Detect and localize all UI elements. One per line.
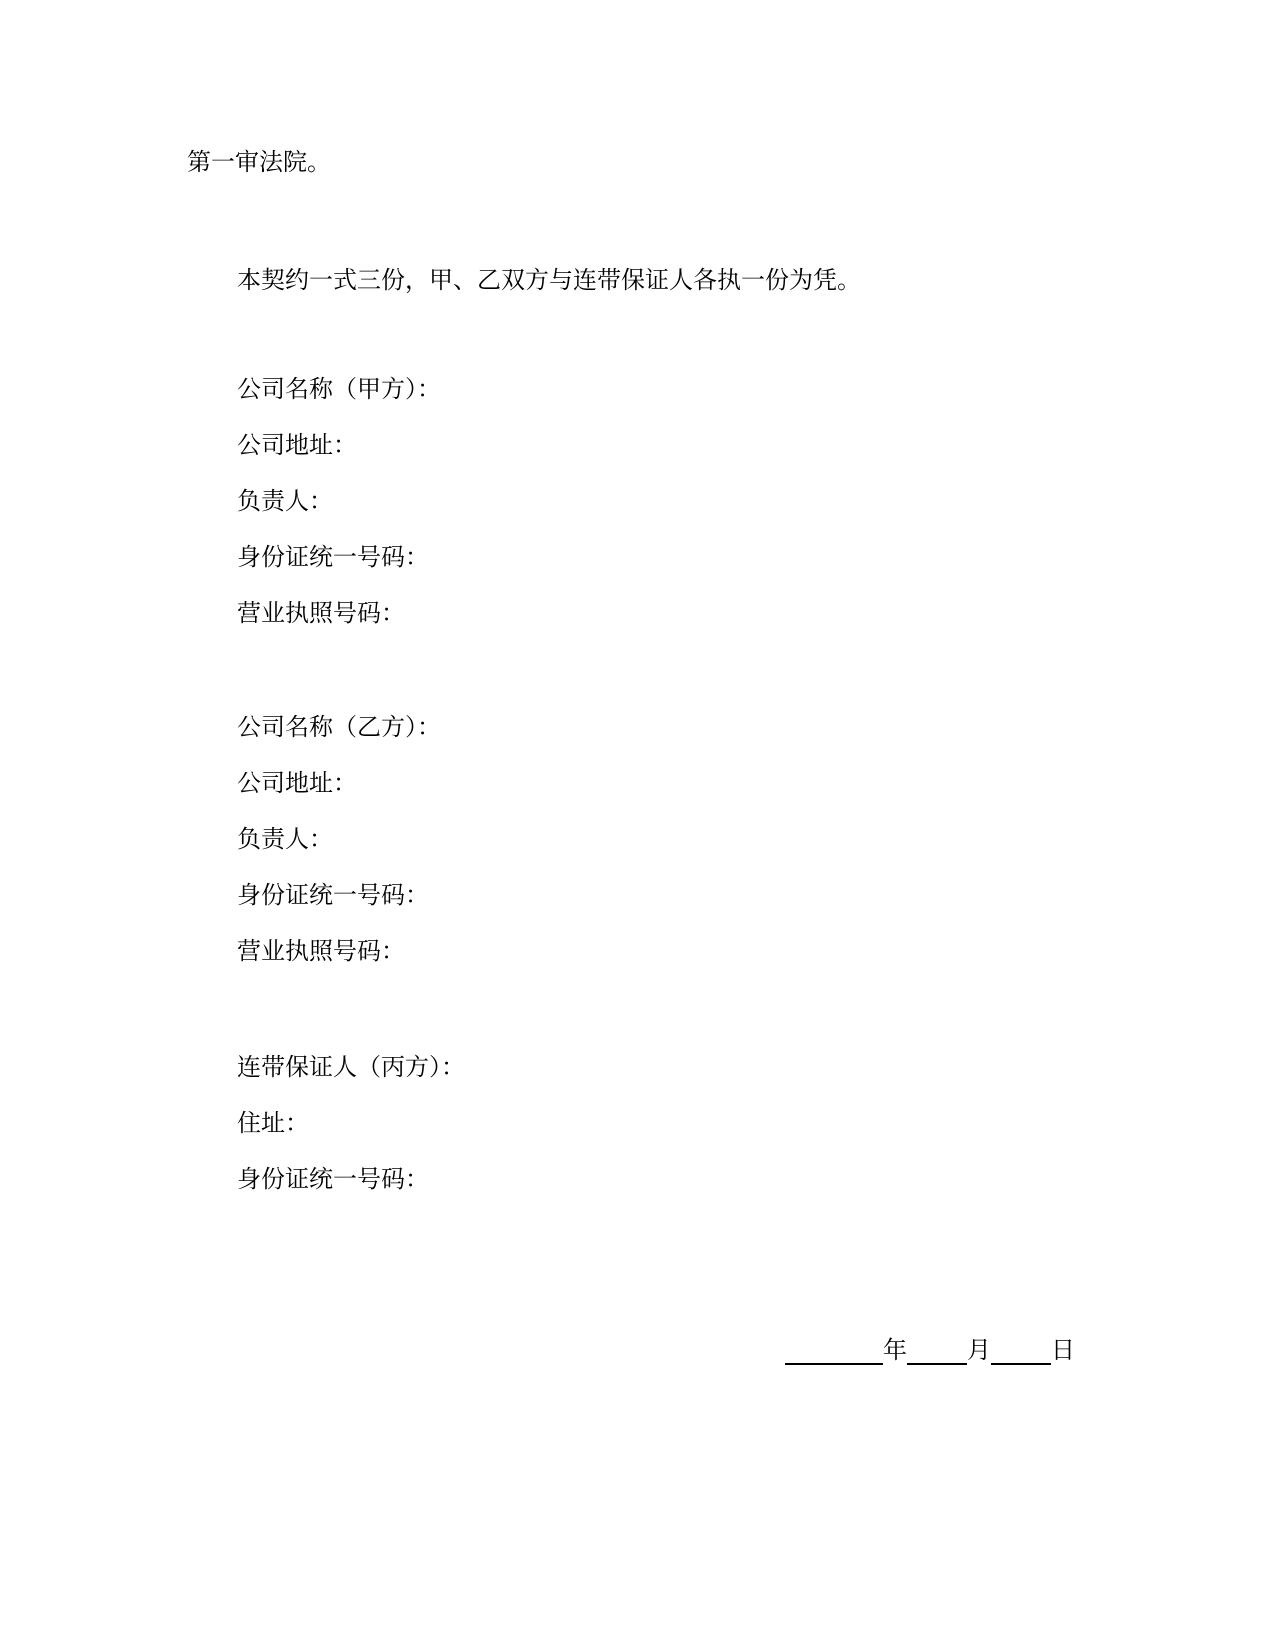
party-a-license-number-label: 营业执照号码： (237, 599, 405, 627)
copies-clause: 本契约一式三份，甲、乙双方与连带保证人各执一份为凭。 (237, 266, 861, 294)
continuation-text: 第一审法院。 (187, 148, 331, 176)
party-b-license-number-label: 营业执照号码： (237, 937, 405, 965)
party-a-company-name-label: 公司名称（甲方）： (237, 375, 441, 403)
party-a-id-number-label: 身份证统一号码： (237, 543, 429, 571)
signature-date-line (785, 1335, 1075, 1365)
day-label: 日 (1051, 1336, 1075, 1364)
party-b-responsible-person-label: 负责人： (237, 825, 333, 853)
party-b-company-name-label: 公司名称（乙方）： (237, 713, 441, 741)
guarantor-address-label: 住址： (237, 1109, 309, 1137)
month-blank (907, 1337, 967, 1365)
party-a-responsible-person-label: 负责人： (237, 487, 333, 515)
day-blank (991, 1337, 1051, 1365)
year-blank (785, 1337, 883, 1365)
party-b-address-label: 公司地址： (237, 769, 357, 797)
month-label: 月 (967, 1336, 991, 1364)
year-label: 年 (883, 1336, 907, 1364)
guarantor-title-label: 连带保证人（丙方）： (237, 1053, 465, 1081)
party-a-address-label: 公司地址： (237, 431, 357, 459)
guarantor-id-number-label: 身份证统一号码： (237, 1165, 429, 1193)
party-b-id-number-label: 身份证统一号码： (237, 881, 429, 909)
